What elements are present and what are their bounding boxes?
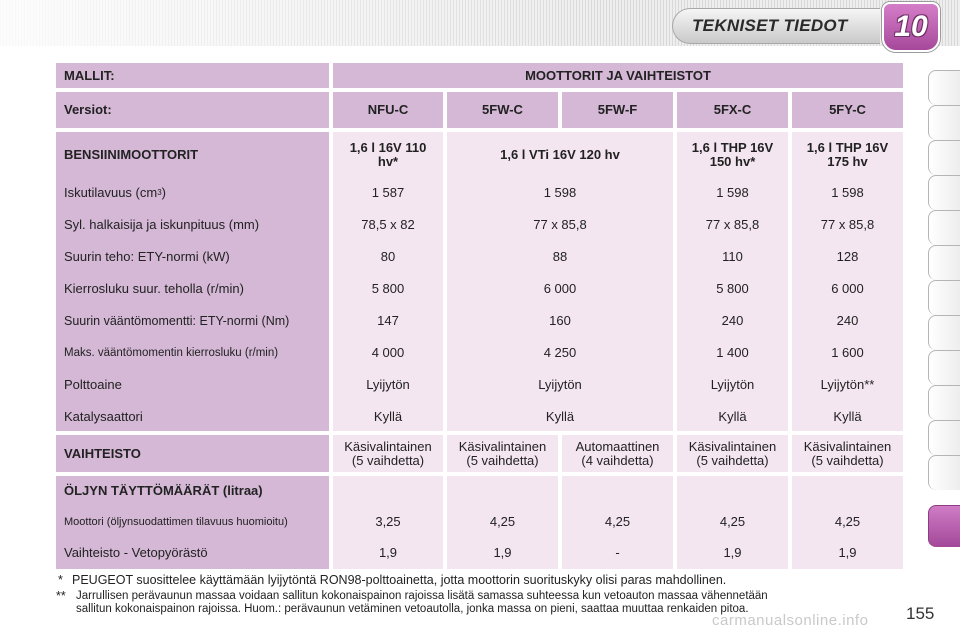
spec-value: Lyijytön**: [820, 377, 875, 392]
spec-value: 240: [721, 313, 744, 328]
engine-section-label: BENSIINIMOOTTORIT: [64, 147, 199, 162]
side-tab-7[interactable]: [928, 280, 960, 315]
spec-value: 88: [552, 249, 568, 264]
gearbox-label: VAIHTEISTO: [56, 435, 329, 472]
spec-value: 6 000: [543, 281, 577, 296]
chapter-number: 10: [894, 10, 928, 43]
spec-value: 1 587: [371, 185, 405, 200]
spec-value: 4 000: [371, 345, 405, 360]
spec-value: 80: [380, 249, 396, 264]
page-number: 155: [906, 604, 935, 623]
side-tab-5[interactable]: [928, 210, 960, 245]
spec-value: Kyllä: [545, 409, 575, 424]
oil-value: 4,25: [719, 514, 746, 529]
side-tab-active[interactable]: [928, 505, 960, 547]
footnote-1-mark: *: [58, 573, 63, 587]
engine-thp-175: 1,6 l THP 16V 175 hv: [806, 140, 889, 169]
versiot-label: Versiot:: [56, 92, 329, 128]
spec-label-fuel: Polttoaine: [64, 377, 122, 392]
gearbox-5fx-c: [677, 435, 788, 472]
oil-value: 1,9: [723, 545, 742, 560]
oil-section-label: ÖLJYN TÄYTTÖMÄÄRÄT (litraa): [64, 483, 263, 498]
spec-value: Kyllä: [373, 409, 403, 424]
gearbox-gears: (5 vaihdetta): [351, 452, 425, 468]
spec-value: Lyijytön: [538, 377, 582, 392]
spec-value: Lyijytön: [710, 377, 755, 392]
spec-label-catalyst: Katalysaattori: [64, 409, 143, 424]
side-tab-10[interactable]: [928, 385, 960, 420]
spec-value: 1 400: [716, 345, 749, 360]
spec-value: 128: [836, 249, 859, 264]
gearbox-type: Käsivalintainen: [688, 438, 777, 454]
mallit-label: MALLIT:: [56, 63, 329, 88]
gearbox-type: Käsivalintainen: [344, 438, 432, 454]
oil-value: 3,25: [375, 514, 401, 529]
spec-label-max-power: Suurin teho: ETY-normi (kW): [64, 249, 230, 264]
version-5fw-c: 5FW-C: [447, 92, 558, 128]
spec-value: 6 000: [831, 281, 864, 296]
side-tab-9[interactable]: [928, 350, 960, 385]
spec-value: Lyijytön: [366, 377, 410, 392]
gearbox-5fy-c: [792, 435, 903, 472]
side-tab-2[interactable]: [928, 105, 960, 140]
oil-value: 4,25: [489, 514, 516, 529]
spec-value: 1 600: [831, 345, 864, 360]
page-title: TEKNISET TIEDOT: [692, 16, 848, 35]
watermark: carmanualsonline.info: [712, 612, 869, 629]
spec-value: 78,5 x 82: [361, 217, 415, 232]
gearbox-5fw-c: [447, 435, 558, 472]
spec-value: 1 598: [543, 185, 577, 200]
spec-label-power-rpm: Kierrosluku suur. teholla (r/min): [64, 281, 244, 296]
engine-thp-150: 1,6 l THP 16V 150 hv*: [691, 140, 774, 169]
footnote-1-text: PEUGEOT suosittelee käyttämään lyijytöntä RON98-polttoainetta, jotta moottorin suorituskyky olisi paras mahdollinen.: [72, 573, 727, 587]
gearbox-5fw-f: [562, 435, 673, 472]
oil-label-engine: Moottori (öljynsuodattimen tilavuus huomioitu): [64, 516, 288, 528]
version-5fw-f: 5FW-F: [562, 92, 673, 128]
spec-value: Kyllä: [718, 409, 747, 424]
header-fade: [0, 0, 620, 46]
spec-value: 147: [377, 313, 399, 328]
spec-label-torque-rpm: Maks. vääntömomentin kierrosluku (r/min): [64, 347, 279, 359]
spec-value: 160: [549, 313, 571, 328]
version-5fx-c: 5FX-C: [677, 92, 788, 128]
spec-value: 240: [836, 313, 859, 328]
version-nfu-c: NFU-C: [333, 92, 443, 128]
oil-value: 1,9: [493, 545, 512, 560]
gearbox-gears: (5 vaihdetta): [466, 452, 539, 468]
side-tab-12[interactable]: [928, 455, 960, 490]
footnote-2-mark: **: [56, 589, 66, 603]
footnote-2-line-1: Jarrullisen perävaunun massaa voidaan sallitun kokonaispainon rajoissa lisätä samassa suhteessa kun vetoauton massaa vähennetään: [76, 590, 768, 602]
oil-value: -: [615, 545, 620, 560]
side-tab-strip: [928, 70, 960, 590]
oil-label-gearbox: Vaihteisto - Vetopyörästö: [64, 545, 208, 560]
gearbox-type: Käsivalintainen: [803, 438, 892, 454]
spec-label-end: ): [161, 185, 166, 200]
spec-value: 1 598: [831, 185, 864, 200]
side-tab-6[interactable]: [928, 245, 960, 280]
spec-label-sup: 3: [157, 188, 162, 197]
spec-value: 77 x 85,8: [533, 217, 587, 232]
side-tab-4[interactable]: [928, 175, 960, 210]
oil-value: 4,25: [834, 514, 861, 529]
spec-value: 4 250: [543, 345, 577, 360]
gearbox-type: Automaattinen: [575, 438, 660, 454]
mallit-value: MOOTTORIT JA VAIHTEISTOT: [333, 63, 903, 88]
oil-value: 4,25: [604, 514, 631, 529]
side-tab-11[interactable]: [928, 420, 960, 455]
chapter-badge: [882, 2, 940, 52]
spec-label-max-torque: Suurin vääntömomentti: ETY-normi (Nm): [64, 314, 290, 328]
spec-label-bore-stroke: Syl. halkaisija ja iskunpituus (mm): [64, 217, 260, 232]
spec-value: Kyllä: [833, 409, 862, 424]
spec-value: 77 x 85,8: [820, 217, 875, 232]
engine-nfu: 1,6 l 16V 110 hv*: [349, 140, 427, 169]
gearbox-type: Käsivalintainen: [458, 438, 547, 454]
side-tab-3[interactable]: [928, 140, 960, 175]
oil-value: 1,9: [838, 545, 857, 560]
spec-value: 77 x 85,8: [705, 217, 760, 232]
spec-value: 110: [722, 249, 743, 264]
spec-value: 5 800: [371, 281, 405, 296]
gearbox-gears: (5 vaihdetta): [696, 452, 769, 468]
gearbox-gears: (5 vaihdetta): [811, 452, 884, 468]
footnote-2-line-2: sallitun kokonaispainon rajoissa. Huom.: perävaunun vetäminen vetoautolla, jonka massa on pieni, saattaa muuttaa renkaiden pitoa.: [76, 603, 749, 615]
spec-label-displacement: [56, 183, 329, 203]
gearbox-nfu: [333, 435, 443, 472]
version-5fy-c: 5FY-C: [792, 92, 903, 128]
spec-label-text: Iskutilavuus (cm: [64, 185, 158, 200]
oil-value: 1,9: [378, 545, 398, 560]
spec-value: 1 598: [716, 185, 749, 200]
side-tab-8[interactable]: [928, 315, 960, 350]
side-tab-1[interactable]: [928, 70, 960, 105]
engine-vti: 1,6 l VTi 16V 120 hv: [500, 147, 620, 162]
gearbox-gears: (4 vaihdetta): [581, 452, 654, 468]
spec-value: 5 800: [716, 281, 749, 296]
